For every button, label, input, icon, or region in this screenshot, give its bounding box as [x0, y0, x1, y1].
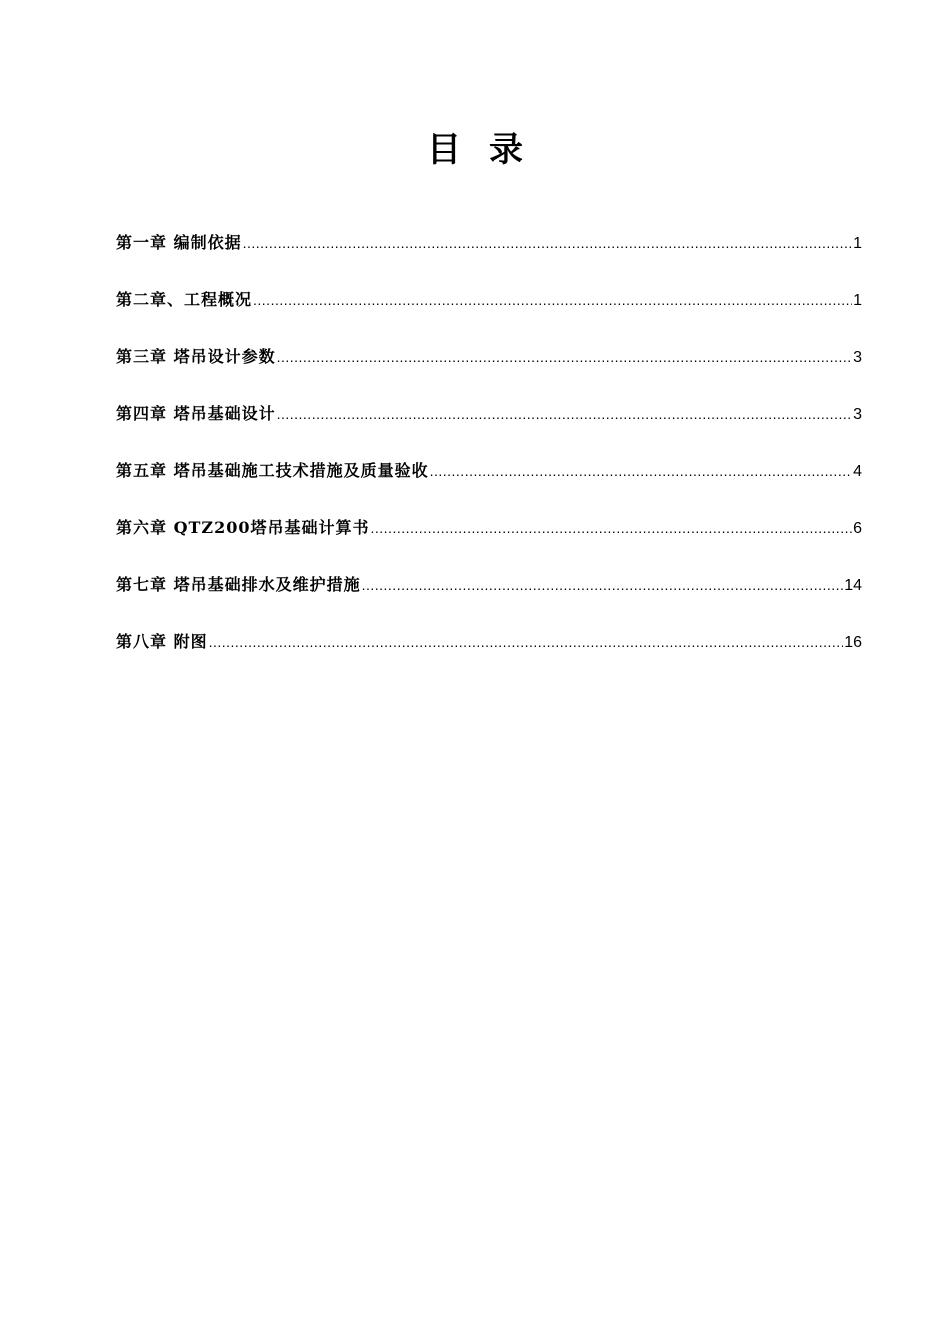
toc-entry-label: 第七章 塔吊基础排水及维护措施 — [116, 575, 361, 594]
toc-page-number: 1 — [853, 292, 862, 309]
toc-entry-7[interactable] — [116, 574, 862, 631]
toc-entry-label: 第五章 塔吊基础施工技术措施及质量验收 — [116, 461, 429, 480]
toc-entry-4[interactable] — [116, 403, 862, 460]
toc-page-number: 1 — [853, 235, 862, 252]
toc-page-number: 3 — [853, 406, 862, 423]
toc-entry-1[interactable] — [116, 232, 862, 289]
toc-page-number: 6 — [853, 520, 862, 537]
toc-entry-label: 第三章 塔吊设计参数 — [116, 347, 276, 366]
toc-entry-5[interactable] — [116, 460, 862, 517]
toc-entry-label: 第二章、工程概况 — [116, 290, 253, 309]
toc-entry-label: 第八章 附图 — [116, 632, 208, 651]
toc-leader-dots — [371, 517, 853, 539]
toc-leader-dots — [430, 460, 853, 482]
toc-page-number: 16 — [844, 634, 862, 651]
table-of-contents — [116, 232, 862, 688]
toc-entry-3[interactable] — [116, 346, 862, 403]
toc-leader-dots — [362, 574, 844, 596]
toc-leader-dots — [209, 631, 844, 653]
toc-entry-8[interactable] — [116, 631, 862, 688]
toc-leader-dots — [253, 289, 852, 311]
toc-leader-dots — [243, 232, 853, 254]
toc-leader-dots — [277, 403, 853, 425]
toc-leader-dots — [277, 346, 853, 368]
toc-entry-label: 第六章 QTZ200塔吊基础计算书 — [116, 518, 370, 537]
toc-entry-label: 第四章 塔吊基础设计 — [116, 404, 276, 423]
toc-entry-label: 第一章 编制依据 — [116, 233, 242, 252]
toc-page-number: 4 — [853, 463, 862, 480]
toc-page-number: 14 — [844, 577, 862, 594]
toc-entry-6[interactable] — [116, 517, 862, 574]
page-title: 目录 — [427, 130, 551, 170]
toc-page-number: 3 — [853, 349, 862, 366]
toc-entry-2[interactable] — [116, 289, 862, 346]
